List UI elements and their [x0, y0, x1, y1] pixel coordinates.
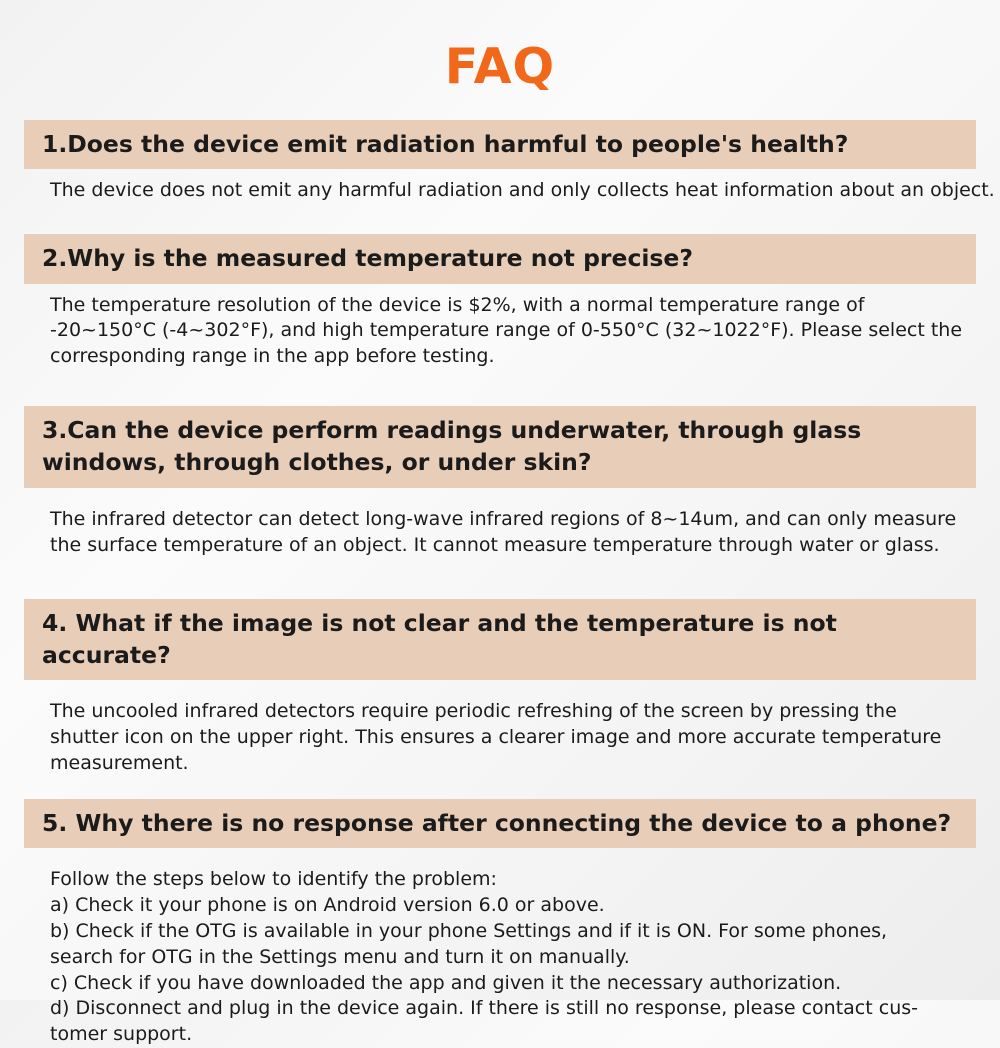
- faq-question-5: [24, 799, 976, 848]
- faq-question-3: [24, 406, 976, 488]
- faq-answer-3-line-2: the surface temperature of an object. It cannot measure temperature through water or glass.: [50, 533, 940, 556]
- faq-answer-4-line-2: shutter icon on the upper right. This ensures a clearer image and more accurate temperature: [50, 726, 942, 749]
- faq-question-3-line-2: through clothes, or under skin?: [174, 448, 592, 477]
- faq-question-2-line-1: 2.Why is the measured temperature not precise?: [42, 244, 693, 273]
- faq-answer-2-line-1: The temperature resolution of the device is $2%, with a normal temperature range of: [50, 293, 865, 316]
- faq-item-2: [24, 234, 976, 370]
- faq-answer-5-line-3: b) Check if the OTG is available in your phone Settings and if it is ON. For some phones,: [50, 919, 888, 942]
- faq-answer-5-line-6: d) Disconnect and plug in the device again. If there is still no response, please contact cus-: [50, 997, 918, 1020]
- faq-answer-5: [24, 848, 976, 1048]
- faq-answer-2-line-2: -20~150°C (-4~302°F), and high temperature range of 0-550°C (32~1022°F). Please select the: [50, 319, 963, 342]
- faq-answer-1: [24, 169, 995, 204]
- faq-question-4-line-1: 4. What if the image is not clear and the temperature is not accurate?: [42, 608, 837, 669]
- faq-answer-1-line-1: The device does not emit any harmful radiation and only collects heat information about an object.: [50, 179, 995, 202]
- faq-item-3: [24, 406, 976, 559]
- faq-question-1-line-1: 1.Does the device emit radiation harmful to people's health?: [42, 129, 849, 158]
- faq-answer-4-line-3: measurement.: [50, 752, 189, 775]
- faq-question-2: [24, 234, 976, 283]
- faq-question-4: [24, 599, 976, 681]
- faq-item-4: [24, 599, 976, 777]
- faq-answer-2-line-3: corresponding range in the app before testing.: [50, 345, 495, 368]
- faq-item-5: [24, 799, 976, 1048]
- faq-question-1: [24, 120, 976, 169]
- faq-answer-3-line-1: The infrared detector can detect long-wave infrared regions of 8~14um, and can only measure: [50, 507, 957, 530]
- faq-answer-4: [24, 680, 976, 776]
- faq-answer-5-line-2: a) Check it your phone is on Android version 6.0 or above.: [50, 894, 605, 917]
- faq-answer-5-line-4: search for OTG in the Settings menu and turn it on manually.: [50, 945, 630, 968]
- faq-answer-5-line-5: c) Check if you have downloaded the app and given it the necessary authorization.: [50, 971, 842, 994]
- faq-answer-2: [24, 284, 976, 370]
- faq-answer-5-line-7: tomer support.: [50, 1023, 193, 1046]
- faq-question-5-line-1: 5. Why there is no response after connecting the device to a phone?: [42, 808, 952, 837]
- faq-question-3-line-1: 3.Can the device perform readings underwater, through glass windows,: [42, 416, 862, 477]
- faq-answer-4-line-1: The uncooled infrared detectors require periodic refreshing of the screen by pressing the: [50, 700, 897, 723]
- faq-answer-3: [24, 488, 976, 559]
- faq-item-1: [24, 120, 995, 204]
- faq-answer-5-line-1: Follow the steps below to identify the problem:: [50, 868, 497, 891]
- page-title: FAQ: [444, 38, 556, 95]
